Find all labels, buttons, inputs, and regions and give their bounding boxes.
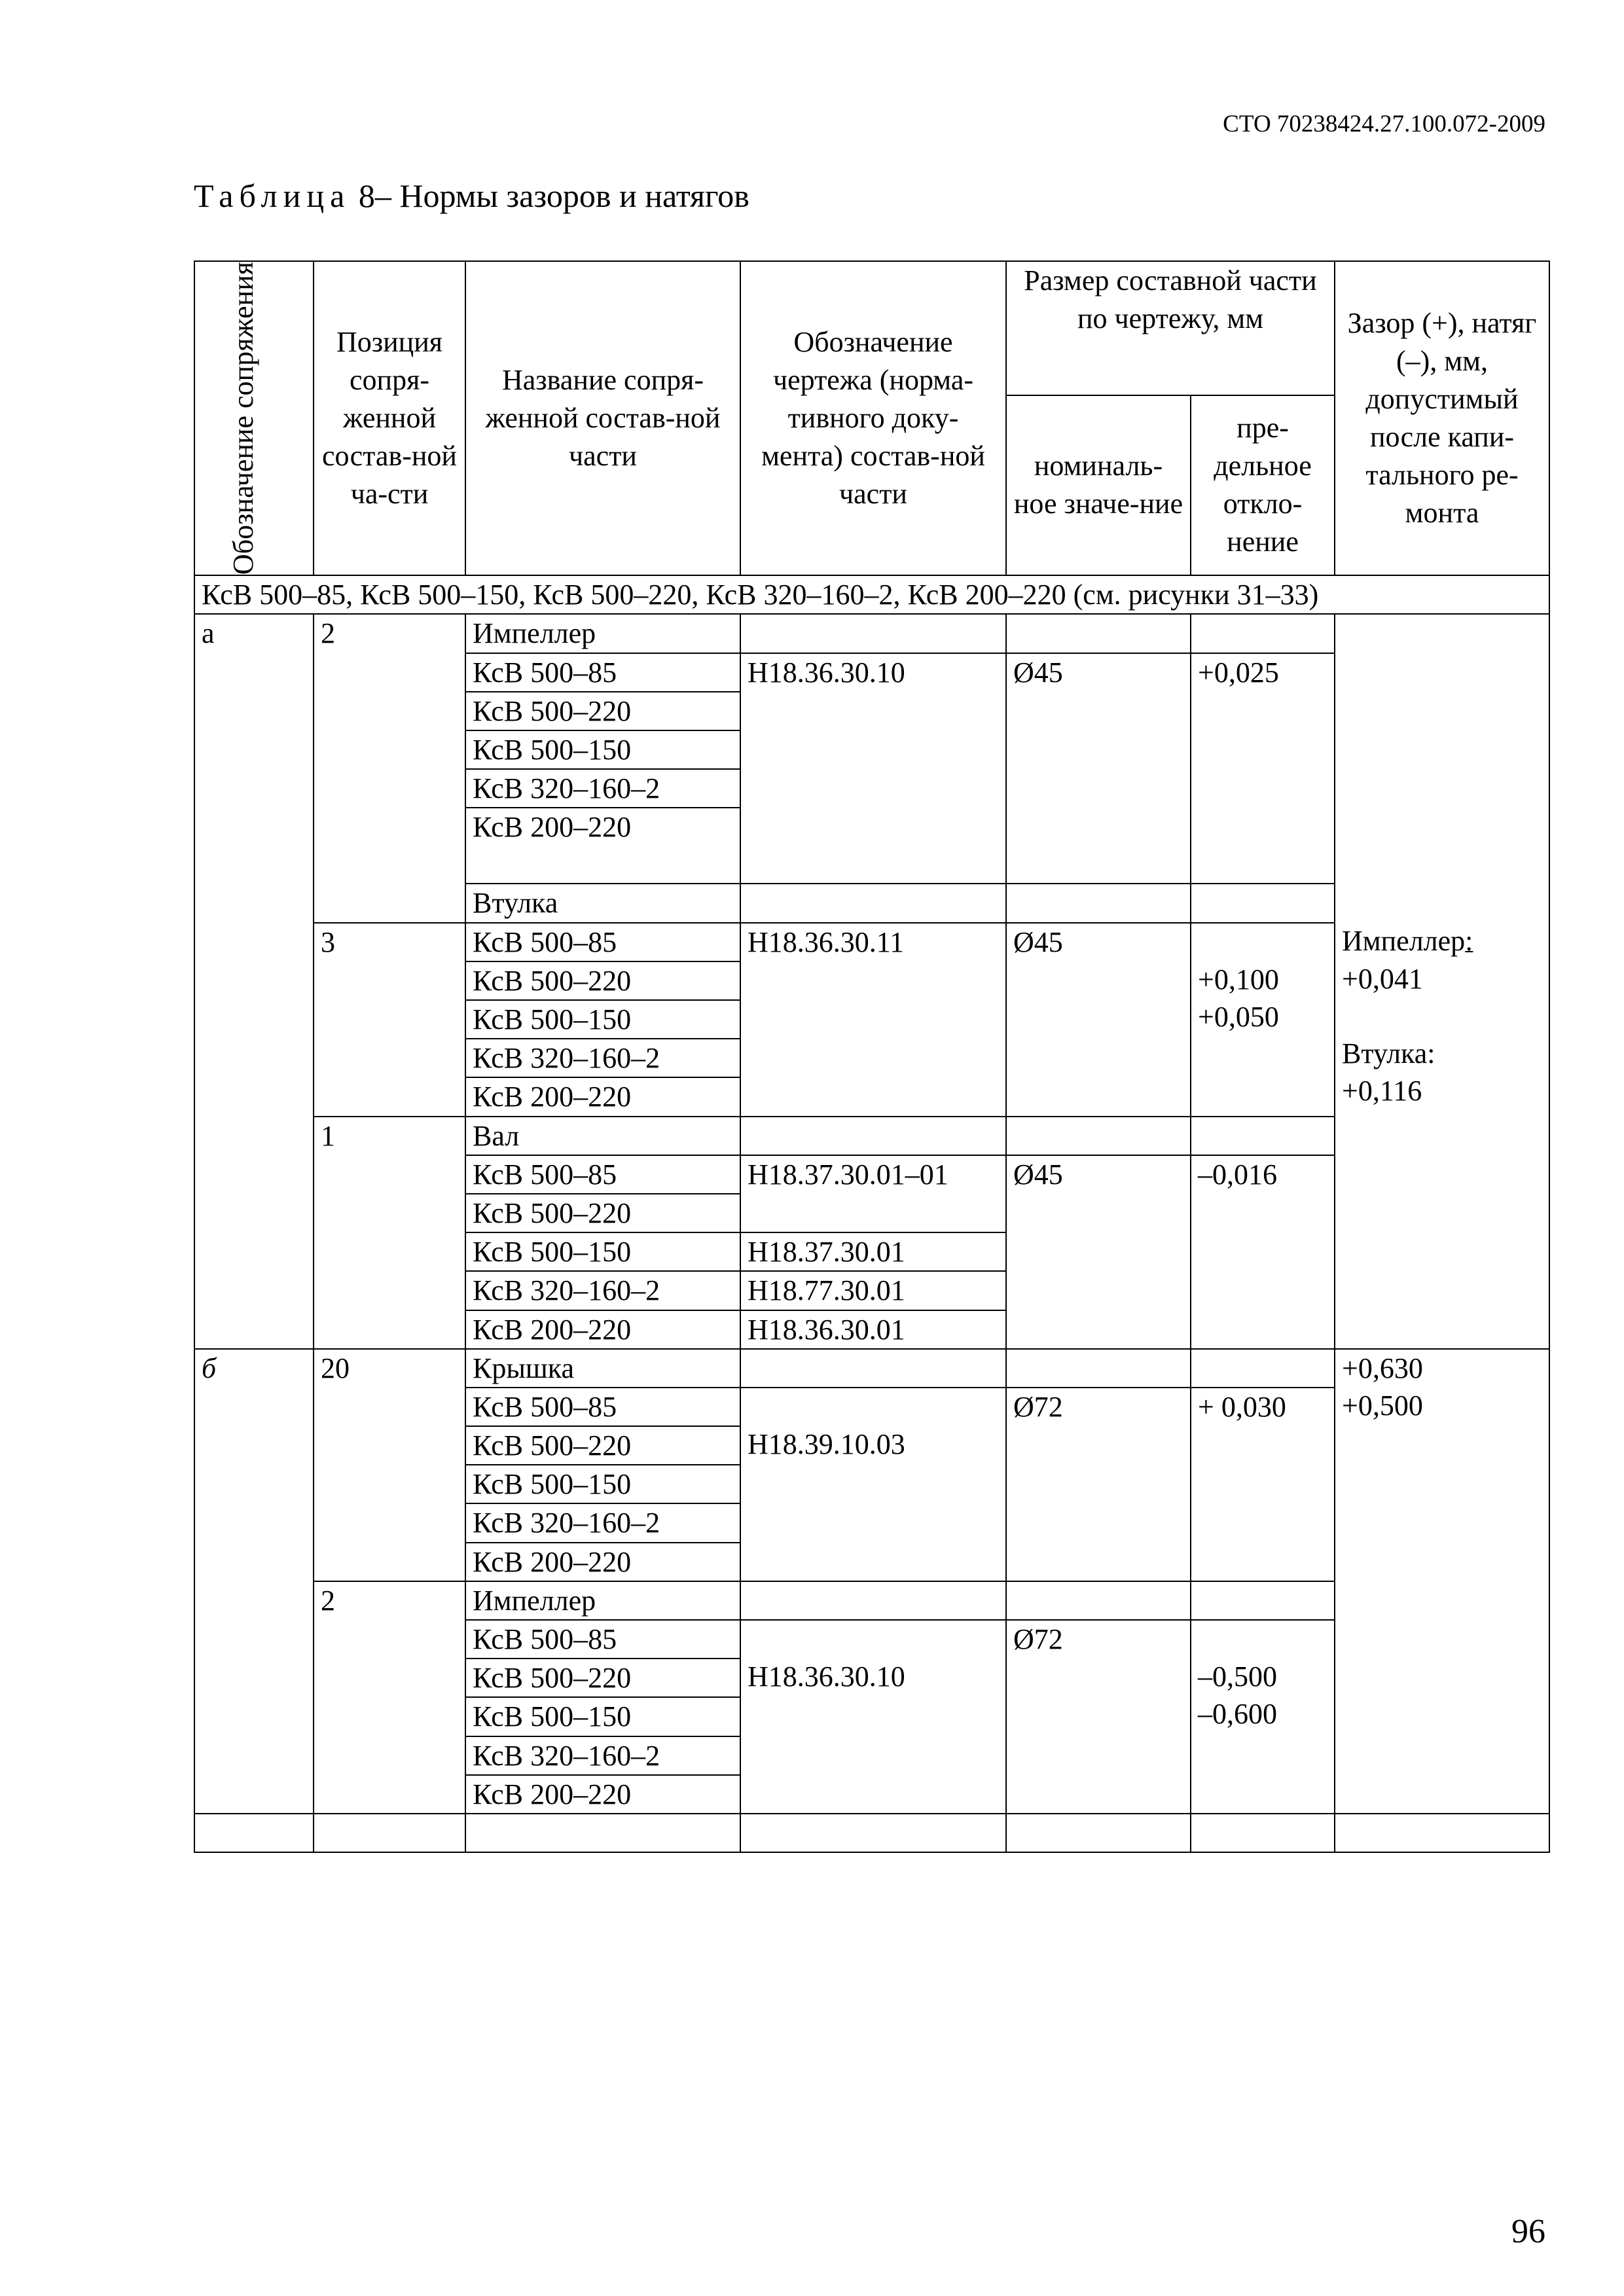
nominal-size: Ø72 [1006,1388,1191,1581]
page-number: 96 [1511,2213,1545,2250]
deviation-lower: +0,050 [1198,1000,1279,1033]
mate-b-impeller-pos: 2 [314,1581,465,1814]
part-name: Втулка [465,884,740,922]
deviation: –0,016 [1191,1155,1335,1349]
drawing-number: Н18.37.30.01–01 [740,1155,1006,1232]
model-name: КсВ 320–160–2 [465,1271,740,1310]
mate-b-id [194,1349,314,1814]
mate-a-bushing-pos: 3 [314,923,465,1117]
clearance-impeller-label: Импеллер [1342,925,1466,958]
deviation [1191,923,1335,1117]
nominal-size: Ø45 [1006,923,1191,1117]
nominal-size: Ø45 [1006,1155,1191,1349]
header-deviation: пре-дельное откло-нение [1191,395,1335,576]
deviation-upper: –0,500 [1198,1660,1277,1693]
header-drawing: Обозначение чертежа (норма-тивного доку-мента) состав-ной части [740,261,1006,575]
drawing-number: Н18.37.30.01 [740,1232,1006,1271]
mate-a-id: а [194,614,314,1348]
table-title [194,177,749,215]
model-name: КсВ 500–150 [465,1465,740,1503]
model-name: КсВ 500–220 [465,1426,740,1465]
drawing-number: Н18.36.30.11 [740,923,1006,1117]
model-name: КсВ 320–160–2 [465,1503,740,1542]
model-name: КсВ 500–220 [465,692,740,730]
drawing-number: Н18.39.10.03 [740,1388,1006,1581]
nominal-size: Ø45 [1006,653,1191,884]
model-name: КсВ 500–85 [465,1388,740,1426]
clearance-value-2: +0,500 [1342,1389,1423,1422]
model-name: КсВ 500–85 [465,653,740,692]
model-name: КсВ 500–85 [465,923,740,961]
deviation [1191,1620,1335,1814]
header-name: Название сопря-женной состав-ной части [465,261,740,575]
header-clearance: Зазор (+), натяг (–), мм, допустимый после капи-тального ре-монта [1335,261,1549,575]
deviation: + 0,030 [1191,1388,1335,1581]
mate-b-id-text: б [202,1352,217,1384]
part-name: Крышка [465,1349,740,1388]
section-models: КсВ 500–85, КсВ 500–150, КсВ 500–220, КсВ 320–160–2, КсВ 200–220 [202,579,1066,611]
header-mate-text: Обозначение сопряжения [227,262,259,575]
header-mate [194,261,314,575]
deviation-upper: +0,100 [1198,963,1279,996]
model-name: КсВ 500–220 [465,1194,740,1232]
model-name: КсВ 500–150 [465,1232,740,1271]
clearance-impeller-colon: : [1465,925,1473,958]
table-row [194,614,1549,653]
nominal-size: Ø72 [1006,1620,1191,1814]
drawing-number: Н18.36.30.10 [740,1620,1006,1814]
drawing-number: Н18.36.30.01 [740,1310,1006,1349]
model-name: КсВ 500–150 [465,730,740,769]
model-name: КсВ 320–160–2 [465,1736,740,1775]
part-name: Импеллер [465,614,740,653]
model-name: КсВ 500–150 [465,1000,740,1039]
table-title-text: 8– Нормы зазоров и натягов [350,177,749,214]
empty-row [194,1814,1549,1852]
mate-a-impeller-pos: 2 [314,614,465,922]
model-name: КсВ 500–150 [465,1697,740,1736]
clearance-norms-table [194,260,1550,1853]
document-code: СТО 70238424.27.100.072-2009 [1223,111,1545,137]
mate-a-shaft-pos: 1 [314,1117,465,1349]
model-name: КсВ 500–85 [465,1620,740,1659]
drawing-number: Н18.36.30.10 [740,653,1006,884]
clearance-value-1: +0,630 [1342,1352,1423,1384]
deviation: +0,025 [1191,653,1335,884]
model-name: КсВ 320–160–2 [465,769,740,808]
section-row [194,575,1549,614]
deviation-lower: –0,600 [1198,1698,1277,1731]
model-name: КсВ 500–220 [465,961,740,1000]
model-name: КсВ 200–220 [465,1310,740,1349]
header-nominal: номиналь-ное значе-ние [1006,395,1191,576]
model-name: КсВ 200–220 [465,1077,740,1116]
section-figure-ref: (см. рисунки 31–33) [1066,579,1319,611]
model-name: КсВ 200–220 [465,1543,740,1581]
header-row-1 [194,261,1549,395]
model-name: КсВ 200–220 [465,808,740,846]
mate-a-clearance [1335,614,1549,1348]
header-position: Позиция сопря-женной состав-ной ча-сти [314,261,465,575]
table-row [194,1349,1549,1388]
part-name: Вал [465,1117,740,1155]
clearance-bushing-value: +0,116 [1342,1074,1422,1107]
model-name: КсВ 200–220 [465,1775,740,1814]
drawing-number: Н18.77.30.01 [740,1271,1006,1310]
model-name: КсВ 500–85 [465,1155,740,1194]
section-title [194,575,1549,614]
clearance-impeller-value: +0,041 [1342,962,1423,995]
model-name: КсВ 320–160–2 [465,1039,740,1077]
model-name: КсВ 500–220 [465,1659,740,1697]
table-title-label: Таблица [194,177,351,214]
part-name: Импеллер [465,1581,740,1620]
mate-b-clearance [1335,1349,1549,1814]
clearance-bushing-label: Втулка: [1342,1037,1435,1069]
mate-b-cover-pos: 20 [314,1349,465,1581]
header-size-group: Размер составной части по чертежу, мм [1006,261,1335,395]
